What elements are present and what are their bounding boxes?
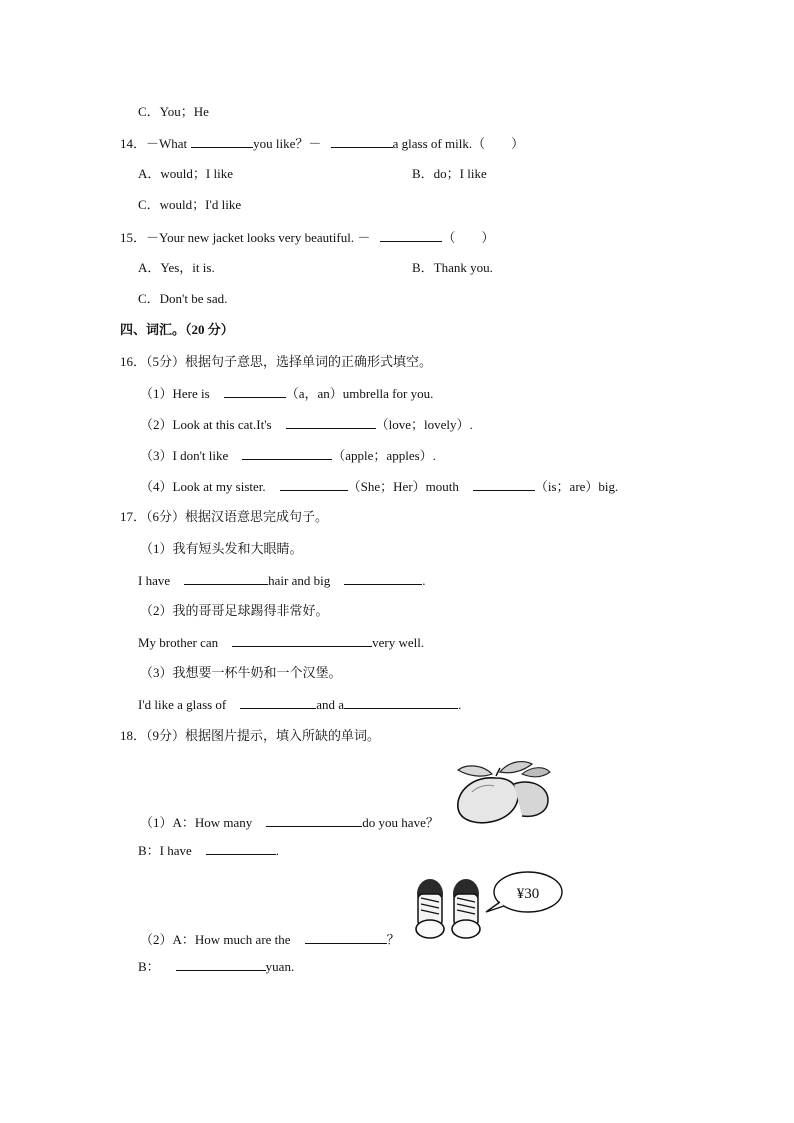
shoes-picture	[410, 866, 566, 944]
q17-english-1-text-b: hair and big	[268, 573, 331, 588]
q17-english-1-text-a: I have	[138, 573, 171, 588]
q17-english-1	[138, 572, 425, 589]
q14-blank-1[interactable]	[191, 135, 253, 148]
q18-item-1-text-b: do you have？	[362, 815, 439, 830]
q14-option-b: B．do；I like	[412, 166, 487, 181]
left-shoe-icon	[416, 879, 444, 938]
q17-english-3-text-c: .	[458, 697, 462, 712]
q17-blank-1b[interactable]	[344, 572, 422, 585]
q15-text-1: 15．－Your new jacket looks very beautiful. －	[120, 230, 371, 245]
q16-item-4	[140, 478, 618, 495]
q17-english-3-text-a: I'd like a glass of	[138, 697, 227, 712]
q16-item-1-text-b: （a，an）umbrella for you.	[285, 386, 434, 401]
q15-text-2: （ ）	[442, 230, 495, 245]
q16-blank-4b[interactable]	[473, 478, 535, 491]
q18-answer-1	[138, 842, 279, 859]
q17-english-3-text-b: and a	[316, 697, 345, 712]
q18-answer-2	[138, 958, 294, 975]
q18-item-1	[140, 814, 439, 831]
q15-option-c: C．Don't be sad.	[138, 291, 228, 306]
q17-blank-2[interactable]	[232, 634, 372, 647]
q18-item-2-text-b: ？	[386, 932, 400, 947]
q18-blank-4[interactable]	[176, 958, 266, 971]
q14-option-c: C．would；I'd like	[138, 197, 242, 212]
q16-item-1-text-a: （1）Here is	[140, 386, 210, 401]
q14-blank-2[interactable]	[331, 135, 393, 148]
mango-picture	[452, 756, 556, 828]
q17-english-1-text-c: .	[422, 573, 426, 588]
q17-chinese-2: （2）我的哥哥足球踢得非常好。	[140, 603, 329, 618]
q18-answer-2-text-b: yuan.	[265, 959, 295, 974]
q15-blank[interactable]	[380, 229, 442, 242]
q17-blank-3b[interactable]	[344, 696, 458, 709]
q16-item-4-text-c: （is；are）big.	[534, 479, 619, 494]
right-shoe-icon	[452, 879, 480, 938]
q17-chinese-1: （1）我有短头发和大眼睛。	[140, 541, 303, 556]
q16-item-4-text-a: （4）Look at my sister.	[140, 479, 266, 494]
q17-english-2	[138, 634, 424, 651]
q17-chinese-3: （3）我想要一杯牛奶和一个汉堡。	[140, 665, 342, 680]
q17-english-2-text-a: My brother can	[138, 635, 219, 650]
q18-blank-1[interactable]	[266, 814, 362, 827]
q18-answer-1-text-b: .	[275, 843, 280, 858]
q16-item-3-text-b: （apple；apples）.	[332, 448, 436, 463]
q17-english-3	[138, 696, 461, 713]
q18-item-2	[140, 931, 400, 948]
q17-blank-3a[interactable]	[240, 696, 316, 709]
q18-answer-2-text-a: B：	[138, 959, 160, 974]
q17-blank-1a[interactable]	[184, 572, 268, 585]
q16-blank-4a[interactable]	[280, 478, 348, 491]
q18-item-2-text-a: （2）A：How much are the	[140, 932, 291, 947]
q18-blank-2[interactable]	[206, 842, 276, 855]
q16-item-2	[140, 416, 473, 433]
q18-blank-3[interactable]	[305, 931, 387, 944]
q17-title: 17．（6分）根据汉语意思完成句子。	[120, 509, 329, 524]
q16-blank-2[interactable]	[286, 416, 376, 429]
q15-option-a: A．Yes，it is.	[138, 260, 215, 275]
q13-option-c: C．You；He	[138, 104, 209, 119]
q16-title: 16．（5分）根据句子意思，选择单词的正确形式填空。	[120, 354, 433, 369]
q14-question	[120, 135, 524, 152]
section-heading: 四、词汇。（20 分）	[120, 322, 234, 337]
q14-text-3: a glass of milk.（ ）	[392, 136, 525, 151]
price-text: ¥30	[516, 886, 540, 902]
q16-blank-3[interactable]	[242, 447, 332, 460]
q15-question	[120, 229, 494, 246]
q16-item-1	[140, 385, 433, 402]
q18-answer-1-text-a: B：I have	[138, 843, 192, 858]
q16-item-4-text-b: （She；Her）mouth	[347, 479, 459, 494]
q16-item-3-text-a: （3）I don't like	[140, 448, 229, 463]
q16-item-3	[140, 447, 436, 464]
q14-option-a: A．would；I like	[138, 166, 233, 181]
q14-text-1: 14．－What	[120, 136, 188, 151]
q16-blank-1[interactable]	[224, 385, 286, 398]
q16-item-2-text-a: （2）Look at this cat.It's	[140, 417, 272, 432]
q16-item-2-text-b: （love；lovely）.	[375, 417, 473, 432]
q17-english-2-text-b: very well.	[372, 635, 425, 650]
q18-title: 18．（9分）根据图片提示，填入所缺的单词。	[120, 728, 381, 743]
q18-item-1-text-a: （1）A：How many	[140, 815, 253, 830]
q15-option-b: B．Thank you.	[412, 260, 493, 275]
q14-text-2: you like？－	[253, 136, 322, 151]
